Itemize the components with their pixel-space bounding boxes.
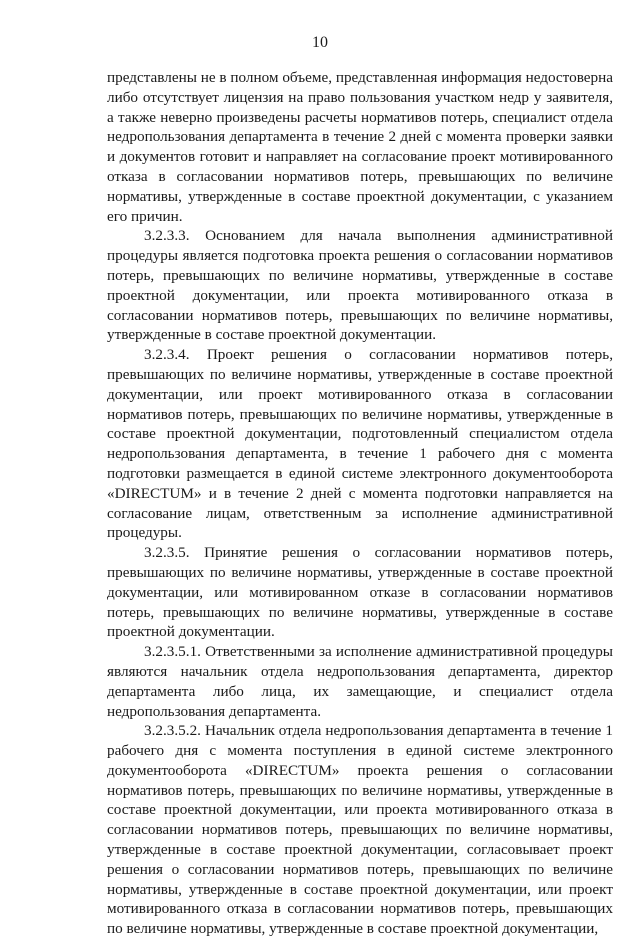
paragraph-3-2-3-5-2: 3.2.3.5.2. Начальник отдела недропользования департамента в течение 1 рабочего дня с момента поступления в единой системе электронного документооборота «DIRECTUM» проекта решения о согласовании нормативов потерь, превышающих по величине нормативы, утвержденные в составе проектной документации, или проекта мотивированного отказа в согласовании нормативов потерь, превышающих по величине нормативы, утвержденные в составе проектной документации, согласовывает проект решения о согласовании нормативов потерь, превышающих по величине нормативы, утвержденные в составе проектной документации, или проект мотивированного отказа в согласовании нормативов потерь, превышающих по величине нормативы, утвержденные в составе проектной документации,: [107, 722, 613, 938]
paragraph-3-2-3-3: 3.2.3.3. Основанием для начала выполнения административной процедуры является подготовка проекта решения о согласовании нормативов потерь, превышающих по величине нормативы, утвержденные в составе проектной документации, или проекта мотивированного отказа в согласовании нормативов потерь, превышающих по величине нормативы, утвержденные в составе проектной документации.: [107, 227, 613, 344]
document-body: [107, 68, 613, 939]
paragraph-3-2-3-5-1: 3.2.3.5.1. Ответственными за исполнение административной процедуры являются начальник отдела недропользования департамента, директор департамента либо лица, их замещающие, и специалист отдела недропользования департамента.: [107, 643, 613, 720]
paragraph-3-2-3-5: 3.2.3.5. Принятие решения о согласовании нормативов потерь, превышающих по величине нормативы, утвержденные в составе проектной документации, или мотивированном отказе в согласовании нормативов потерь, превышающих по величине нормативы, утвержденные в составе проектной документации.: [107, 544, 613, 641]
page-number: 10: [312, 34, 328, 51]
paragraph-3-2-3-4: 3.2.3.4. Проект решения о согласовании нормативов потерь, превышающих по величине нормативы, утвержденные в составе проектной документации, или проект мотивированного отказа в согласовании нормативов потерь, превышающих по величине нормативы, утвержденные в составе проектной документации, подготовленный специалистом отдела недропользования департамента, в течение 1 рабочего дня с момента подготовки размещается в единой системе электронного документооборота «DIRECTUM» и в течение 2 дней с момента подготовки направляется на согласование лицам, ответственным за исполнение административной процедуры.: [107, 346, 613, 542]
paragraph-continuation: представлены не в полном объеме, представленная информация недостоверна либо отсутствует лицензия на право пользования участком недр у заявителя, а также неверно произведены расчеты нормативов потерь, специалист отдела недропользования департамента в течение 2 дней с момента проверки заявки и документов готовит и направляет на согласование проект мотивированного отказа в согласовании нормативов потерь, превышающих по величине нормативы, утвержденные в составе проектной документации, с указанием его причин.: [107, 69, 613, 225]
